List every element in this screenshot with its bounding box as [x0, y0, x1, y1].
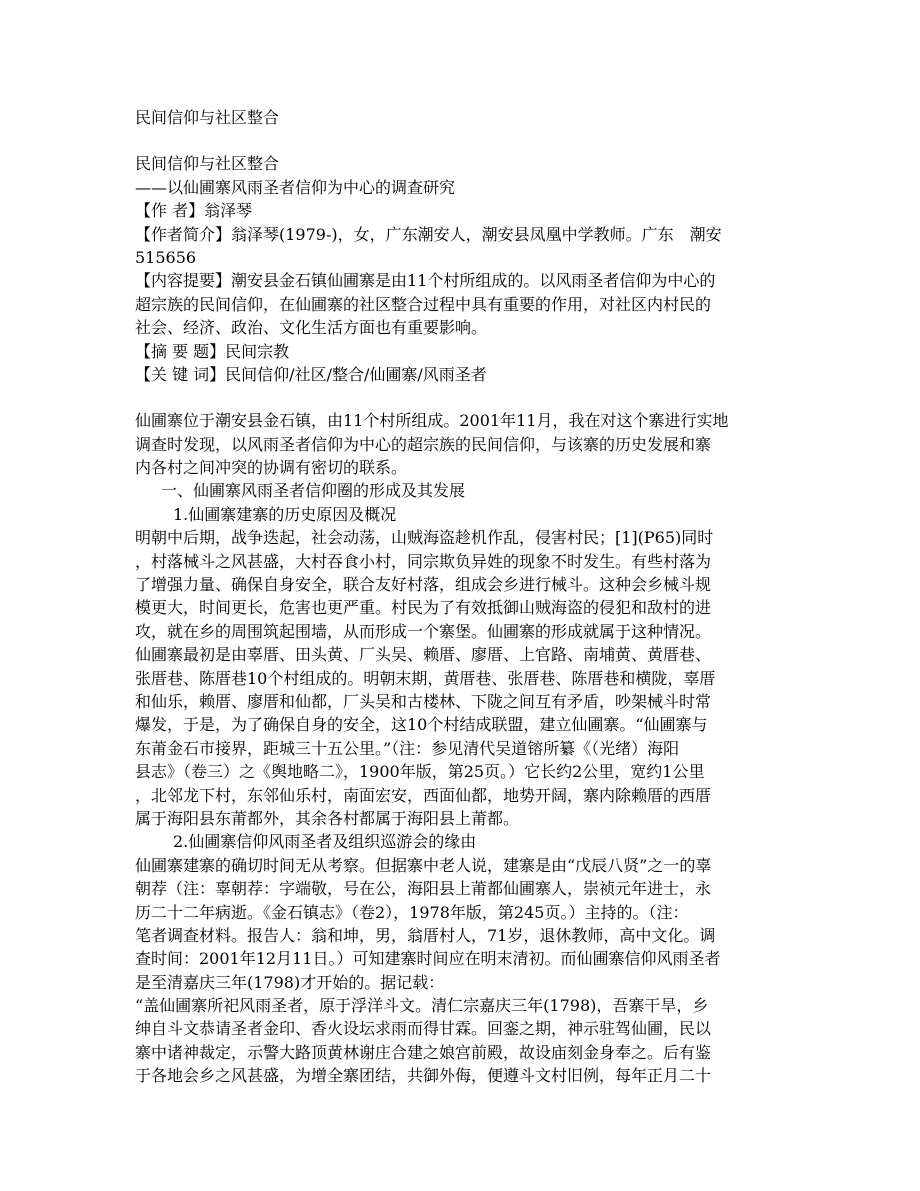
body-line: 调查时发现，以风雨圣者信仰为中心的超宗族的民间信仰，与该寨的历史发展和寨	[135, 434, 712, 454]
body-line: 了增强力量、确保自身安全，联合友好村落，组成会乡进行械斗。这种会乡械斗规	[135, 575, 712, 595]
body-line: 内各村之间冲突的协调有密切的联系。	[135, 458, 408, 478]
quote-line: 寨中诸神裁定，示警大路顶黄林谢庄合建之娘宫前殿，故设庙刻金身奉之。后有鉴	[135, 1042, 712, 1062]
spacer	[135, 386, 787, 409]
subsection-heading: 2.仙圃寨信仰风雨圣者及组织巡游会的缘由	[173, 832, 477, 852]
author-bio-postcode: 515656	[135, 247, 197, 267]
body-line: 仙圃寨最初是由辜厝、田头黄、厂头吴、赖厝、廖厝、上官路、南埔黄、黄厝巷、	[135, 645, 712, 665]
abstract-line: 超宗族的民间信仰，在仙圃寨的社区整合过程中具有重要的作用，对社区内村民的	[135, 294, 712, 314]
body-line: ，村落械斗之风甚盛，大村吞食小村，同宗欺负异姓的现象不时发生。有些村落为	[135, 551, 712, 571]
document-page	[135, 106, 787, 1088]
body-line: 仙圃寨建寨的确切时间无从考察。但据寨中老人说，建寨是由“戊辰八贤”之一的辜	[135, 855, 712, 875]
body-line: 历二十二年病逝。《金石镇志》（卷2），1978年版，第245页。）主持的。（注：	[135, 902, 689, 922]
body-line: 攻，就在乡的周围筑起围墙，从而形成一个寨堡。仙圃寨的形成就属于这种情况。	[135, 621, 712, 641]
body-line: 仙圃寨位于潮安县金石镇，由11个村所组成。2001年11月，我在对这个寨进行实地	[135, 411, 729, 431]
body-line: 爆发，于是，为了确保自身的安全，这10个村结成联盟，建立仙圃寨。“仙圃寨与	[135, 715, 708, 735]
abstract-line: 【内容提要】潮安县金石镇仙圃寨是由11个村所组成的。以风雨圣者信仰为中心的	[135, 271, 716, 291]
article-body	[135, 409, 787, 1087]
document-title: 民间信仰与社区整合	[135, 108, 280, 127]
quote-line: “盖仙圃寨所祀风雨圣者，原于浮洋斗文。清仁宗嘉庆三年(1798)，吾寨干旱，乡	[135, 996, 709, 1016]
body-line: 属于海阳县东莆都外，其余各村都属于海阳县上莆都。	[135, 808, 520, 828]
body-line: 张厝巷、陈厝巷10个村组成的。明朝末期，黄厝巷、张厝巷、陈厝巷和横陇，辜厝	[135, 668, 716, 688]
author-bio-line: 【作者简介】翁泽琴(1979-)，女，广东潮安人，潮安县凤凰中学教师。广东 潮安	[135, 224, 722, 244]
body-line: 和仙乐，赖厝、廖厝和仙都，厂头吴和古楼林、下陇之间互有矛盾，吵架械斗时常	[135, 692, 712, 711]
body-line: 明朝中后期，战争迭起，社会动荡，山贼海盗趁机作乱，侵害村民；[1](P65)同时	[135, 528, 714, 548]
quote-line: 绅自斗文恭请圣者金印、香火设坛求雨而得甘霖。回銮之期，神示驻驾仙圃，民以	[135, 1019, 712, 1039]
body-line: 东莆金石市接界，距城三十五公里。”（注：参见清代吴道镕所纂《（光绪）海阳	[135, 738, 680, 758]
abstract-line: 社会、经济、政治、文化生活方面也有重要影响。	[135, 318, 488, 338]
subsection-heading: 1.仙圃寨建寨的历史原因及概况	[173, 504, 397, 524]
quote-line: 于各地会乡之风甚盛，为增全寨团结，共御外侮，便遵斗文村旧例，每年正月二十	[135, 1066, 712, 1086]
body-line: 查时间：2001年12月11日。）可知建寨时间应在明末清初。而仙圃寨信仰风雨圣者	[135, 949, 721, 969]
body-line: 是至清嘉庆三年(1798)才开始的。据记载：	[135, 972, 445, 992]
author-line: 【作 者】翁泽琴	[135, 201, 253, 221]
body-line: 笔者调查材料。报告人：翁和坤，男，翁厝村人，71岁，退休教师，高中文化。调	[135, 925, 716, 945]
body-line: 朝荐（注：辜朝荐：字端敬，号在公，海阳县上莆都仙圃寨人，崇祯元年进士，永	[135, 879, 712, 899]
section-heading: 一、仙圃寨风雨圣者信仰圈的形成及其发展	[161, 481, 466, 501]
body-line: 县志》（卷三）之《舆地略二》，1900年版，第25页。）它长约2公里，宽约1公里	[135, 762, 705, 782]
body-line: 模更大，时间更长，危害也更严重。村民为了有效抵御山贼海盗的侵犯和敌村的进	[135, 598, 712, 618]
article-subtitle: ——以仙圃寨风雨圣者信仰为中心的调查研究	[135, 177, 456, 197]
article-title: 民间信仰与社区整合	[135, 154, 280, 174]
topic-line: 【摘 要 题】民间宗教	[135, 341, 290, 361]
keywords-line: 【关 键 词】民间信仰/社区/整合/仙圃寨/风雨圣者	[135, 364, 487, 384]
article-header	[135, 152, 787, 386]
body-line: ，北邻龙下村，东邻仙乐村，南面宏安，西面仙都，地势开阔，寨内除赖厝的西厝	[135, 785, 712, 805]
